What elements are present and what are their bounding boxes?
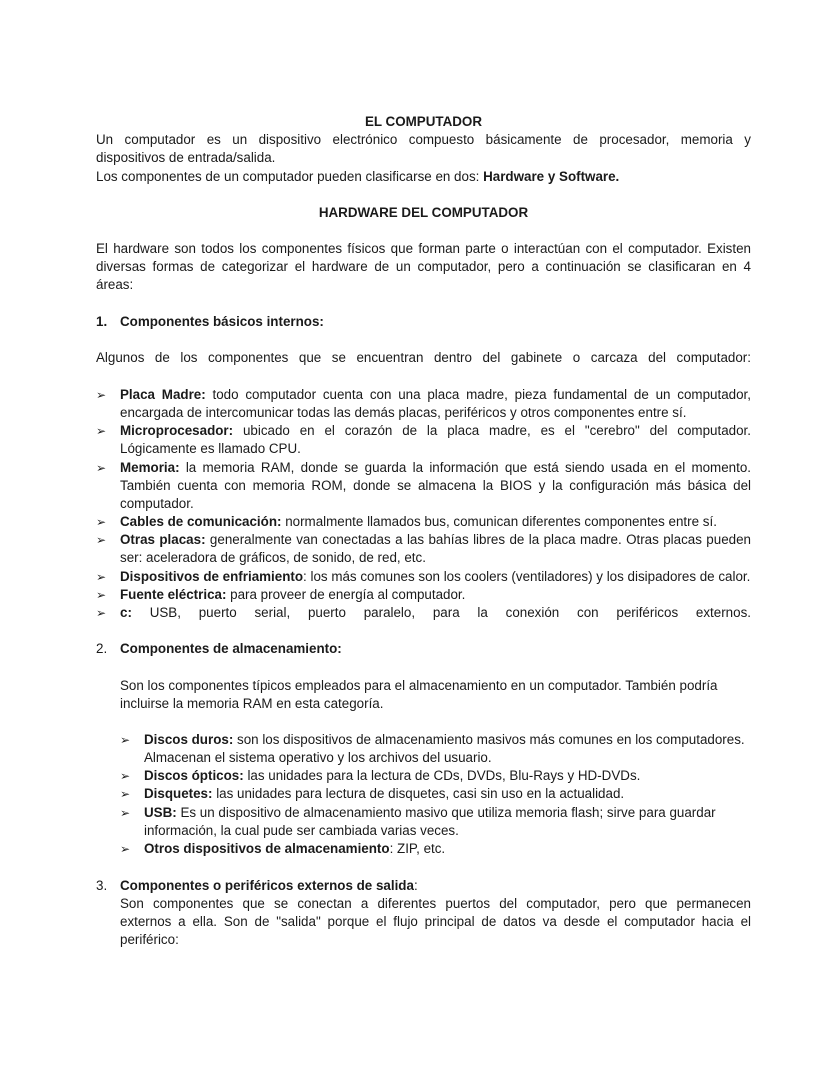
item-text: la memoria RAM, donde se guarda la información que está siendo usada en el momento. xyxy=(179,460,751,475)
section-1-heading-label: Componentes básicos internos: xyxy=(120,314,324,329)
item-text: las unidades para la lectura de CDs, DVDs, Blu-Rays y HD-DVDs. xyxy=(243,768,641,783)
item-term: Placa Madre: xyxy=(120,387,206,402)
list-item-disquetes xyxy=(144,785,624,803)
document-title: EL COMPUTADOR xyxy=(364,114,483,129)
item-term: Otros dispositivos de almacenamiento xyxy=(144,841,390,856)
item-term: Cables de comunicación: xyxy=(120,514,282,529)
section-3-intro-line-3: periférico: xyxy=(120,932,179,947)
list-item-memoria xyxy=(120,459,751,477)
item-term: Fuente eléctrica: xyxy=(120,587,227,602)
list-item-discos-duros xyxy=(144,731,745,749)
section-3-heading xyxy=(120,877,418,895)
bullet-arrow-icon: ➢ xyxy=(96,461,107,475)
item-text: son los dispositivos de almacenamiento masivos más comunes en los computadores. xyxy=(233,732,745,747)
bullet-arrow-icon: ➢ xyxy=(120,787,131,801)
list-item-discos-opticos xyxy=(144,767,640,785)
bullet-arrow-icon: ➢ xyxy=(120,769,131,783)
section-1-intro: Algunos de los componentes que se encuentran dentro del gabinete o carcaza del computador: xyxy=(96,350,751,365)
item-term: Dispositivos de enfriamiento xyxy=(120,569,304,584)
list-item-microprocesador xyxy=(120,422,751,440)
bullet-arrow-icon: ➢ xyxy=(96,588,107,602)
hardware-intro-line-1: El hardware son todos los componentes físicos que forman parte o interactúan con el computador. Existen xyxy=(96,241,751,256)
section-3-number: 3. xyxy=(96,878,108,893)
item-text: : los más comunes son los coolers (ventiladores) y los disipadores de calor. xyxy=(303,569,751,584)
item-term: Memoria: xyxy=(120,460,180,475)
bullet-arrow-icon: ➢ xyxy=(96,515,107,529)
section-1-heading xyxy=(96,313,107,331)
item-term: c: xyxy=(120,605,132,620)
item-text: generalmente van conectadas a las bahías libres de la placa madre. Otras placas pueden xyxy=(205,532,751,547)
list-item-memoria-cont: También cuenta con memoria ROM, donde se almacena la BIOS y la configuración más básica del xyxy=(120,478,751,493)
item-text: para proveer de energía al computador. xyxy=(226,587,466,602)
hardware-intro-line-3: áreas: xyxy=(96,277,134,292)
intro-line-3-text: Los componentes de un computador pueden clasificarse en dos: xyxy=(96,169,484,184)
section-1-number: 1. xyxy=(96,314,108,329)
section-2-heading xyxy=(120,640,342,658)
section-3-heading-suffix: : xyxy=(413,878,418,893)
section-title: HARDWARE DEL COMPUTADOR xyxy=(318,205,529,220)
bullet-arrow-icon: ➢ xyxy=(96,424,107,438)
list-item-enfriamiento xyxy=(120,568,750,586)
list-item-puertos xyxy=(120,604,751,622)
section-2-number: 2. xyxy=(96,641,108,656)
section-2-heading-label: Componentes de almacenamiento: xyxy=(120,641,342,656)
bullet-arrow-icon: ➢ xyxy=(96,570,107,584)
bullet-arrow-icon: ➢ xyxy=(120,806,131,820)
list-item-fuente xyxy=(120,586,465,604)
item-term: Discos duros: xyxy=(144,732,234,747)
item-text: : ZIP, etc. xyxy=(389,841,446,856)
item-term: Disquetes: xyxy=(144,786,213,801)
bullet-arrow-icon: ➢ xyxy=(120,733,131,747)
list-item-memoria-cont-2: computador. xyxy=(120,496,194,511)
item-term: USB: xyxy=(144,805,177,820)
bullet-arrow-icon: ➢ xyxy=(120,842,131,856)
list-item-discos-duros-cont: Almacenan el sistema operativo y los archivos del usuario. xyxy=(144,750,492,765)
section-3-intro-line-2: externos a ella. Son de "salida" porque el flujo principal de datos va desde el computador hacia el xyxy=(120,914,751,929)
list-item-microprocesador-cont: Lógicamente es llamado CPU. xyxy=(120,441,301,456)
intro-line-3-bold: Hardware y Software. xyxy=(483,169,620,184)
bullet-arrow-icon: ➢ xyxy=(96,533,107,547)
list-item-otros-almacenamiento xyxy=(144,840,445,858)
list-item-usb xyxy=(144,804,716,822)
list-item-cables xyxy=(120,513,717,531)
list-item-otras-placas-cont: ser: aceleradora de gráficos, de sonido, de red, etc. xyxy=(120,550,426,565)
item-term: Otras placas: xyxy=(120,532,206,547)
item-text: normalmente llamados bus, comunican diferentes componentes entre sí. xyxy=(281,514,717,529)
item-term: Microprocesador: xyxy=(120,423,234,438)
intro-line-3 xyxy=(96,168,619,186)
list-item-otras-placas xyxy=(120,531,751,549)
section-1-heading-text xyxy=(120,313,324,331)
section-3-intro-line-1: Son componentes que se conectan a diferentes puertos del computador, pero que permanecen xyxy=(120,896,751,911)
list-item-usb-cont: información, la cual pude ser cambiada varias veces. xyxy=(144,823,459,838)
intro-line-2: dispositivos de entrada/salida. xyxy=(96,150,276,165)
item-text: ubicado en el corazón de la placa madre, es el "cerebro" del computador. xyxy=(233,423,751,438)
item-text: Es un dispositivo de almacenamiento masivo que utiliza memoria flash; sirve para guardar xyxy=(176,805,716,820)
section-2-intro-line-1: Son los componentes típicos empleados para el almacenamiento en un computador. También podría xyxy=(120,678,718,693)
section-2-intro-line-2: incluirse la memoria RAM en esta categoría. xyxy=(120,696,384,711)
bullet-arrow-icon: ➢ xyxy=(96,606,107,620)
intro-line-1: Un computador es un dispositivo electrónico compuesto básicamente de procesador, memoria y xyxy=(96,132,751,147)
bullet-arrow-icon: ➢ xyxy=(96,388,107,402)
item-text: todo computador cuenta con una placa madre, pieza fundamental de un computador, xyxy=(205,387,751,402)
hardware-intro-line-2: diversas formas de categorizar el hardware de un computador, pero a continuación se clasificaran en 4 xyxy=(96,259,751,274)
item-term: Discos ópticos: xyxy=(144,768,244,783)
section-3-heading-label: Componentes o periféricos externos de salida xyxy=(120,878,414,893)
item-text: las unidades para lectura de disquetes, casi sin uso en la actualidad. xyxy=(212,786,625,801)
list-item-placa-madre xyxy=(120,386,751,404)
item-text: USB, puerto serial, puerto paralelo, para la conexión con periféricos externos. xyxy=(131,605,751,620)
list-item-placa-madre-cont: encargada de intercomunicar todas las demás placas, periféricos y otros componentes entre sí. xyxy=(120,405,687,420)
